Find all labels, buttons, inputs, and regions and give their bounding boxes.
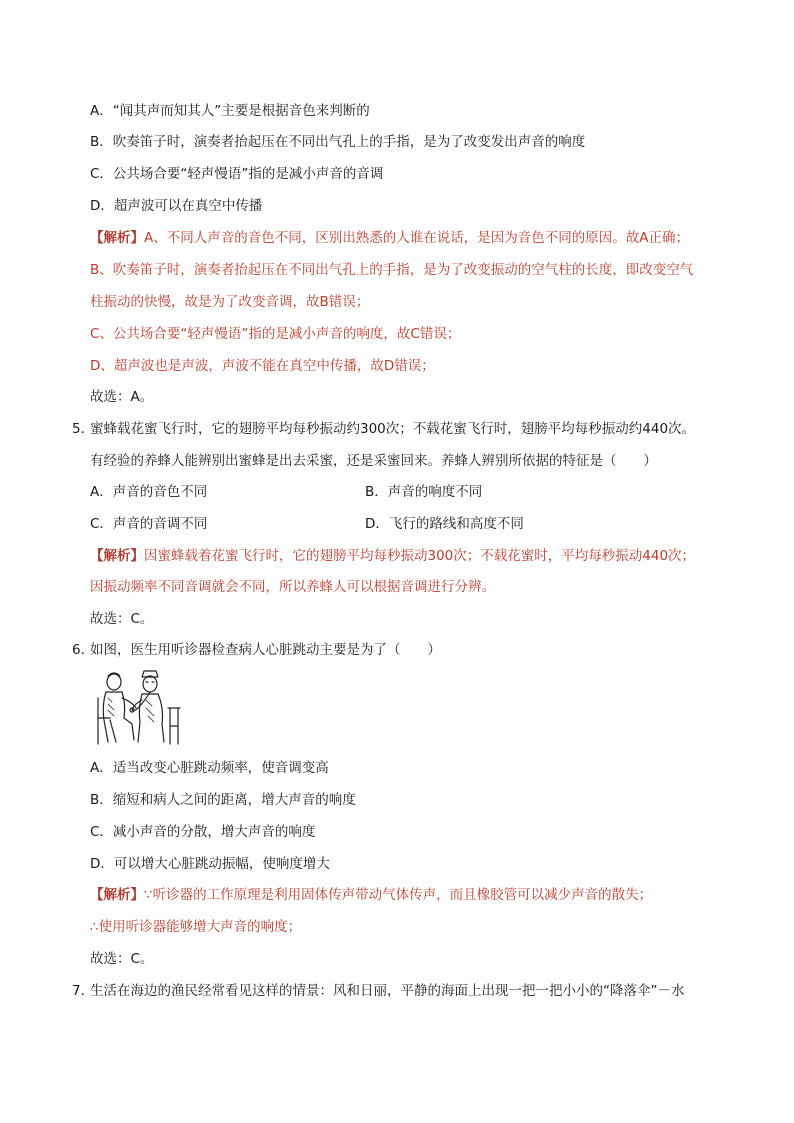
q5-option-d: D．飞行的路线和高度不同: [365, 516, 524, 532]
q5-analysis-line-1: [90, 546, 695, 566]
q4-option-d: D．超声波可以在真空中传播: [90, 198, 263, 214]
q6-analysis-line-1: [90, 885, 652, 905]
q6-stem: 如图，医生用听诊器检查病人心脏跳动主要是为了（ ）: [90, 642, 441, 658]
q5-number: 5．: [72, 421, 95, 437]
q5-option-c: C．声音的音调不同: [90, 516, 208, 532]
q6-answer: 故选：C。: [90, 951, 154, 967]
q7-stem: 生活在海边的渔民经常看见这样的情景：风和日丽，平静的海面上出现一把一把小小的“降落伞”－水: [90, 983, 685, 999]
q5-stem-line-1: 蜜蜂载花蜜飞行时，它的翅膀平均每秒振动约300次；不载花蜜飞行时，翅膀平均每秒振动约440次。: [90, 421, 696, 437]
q4-analysis-line-2: B、吹奏笛子时，演奏者抬起压在不同出气孔上的手指，是为了改变振动的空气柱的长度，即改变空气: [90, 262, 694, 278]
q4-option-a: A．“闻其声而知其人”主要是根据音色来判断的: [90, 103, 370, 119]
q5-stem-line-2: 有经验的养蜂人能辨别出蜜蜂是出去采蜜，还是采蜜回来。养蜂人辨别所依据的特征是（ ）: [90, 453, 657, 469]
q4-option-c: C．公共场合要“轻声慢语”指的是减小声音的音调: [90, 166, 384, 182]
analysis-tag: 【解析】: [90, 887, 144, 903]
analysis-tag: 【解析】: [90, 230, 144, 246]
q4-analysis-text-1: A、不同人声音的音色不同，区别出熟悉的人谁在说话，是因为音色不同的原因。故A正确；: [144, 230, 689, 246]
q5-analysis-line-2: 因振动频率不同音调就会不同，所以养蜂人可以根据音调进行分辨。: [90, 579, 495, 595]
q4-answer: 故选：A。: [90, 389, 154, 405]
q5-answer: 故选：C。: [90, 611, 154, 627]
q6-number: 6．: [72, 642, 95, 658]
q4-analysis-line-1: [90, 228, 689, 248]
analysis-tag: 【解析】: [90, 548, 144, 564]
q5-option-b: B．声音的响度不同: [365, 484, 483, 500]
q6-option-a: A．适当改变心脏跳动频率，使音调变高: [90, 760, 329, 776]
stethoscope-illustration: [92, 668, 184, 746]
q6-analysis-line-2: ∴使用听诊器能够增大声音的响度；: [90, 919, 302, 935]
q5-option-a: A．声音的音色不同: [90, 484, 208, 500]
q6-analysis-text-1: ∵听诊器的工作原理是利用固体传声带动气体传声，而且橡胶管可以减少声音的散失；: [144, 887, 653, 903]
q6-option-c: C．减小声音的分散，增大声音的响度: [90, 824, 316, 840]
q4-analysis-line-4: C、公共场合要“轻声慢语”指的是减小声音的响度，故C错误；: [90, 326, 461, 342]
q6-option-d: D．可以增大心脏跳动振幅，使响度增大: [90, 856, 330, 872]
q4-option-b: B．吹奏笛子时，演奏者抬起压在不同出气孔上的手指，是为了改变发出声音的响度: [90, 134, 586, 150]
q7-number: 7．: [72, 983, 95, 999]
q4-analysis-line-5: D、超声波也是声波，声波不能在真空中传播，故D错误；: [90, 358, 435, 374]
q4-analysis-line-3: 柱振动的快慢，故是为了改变音调，故B错误；: [90, 294, 370, 310]
q5-analysis-text-1: 因蜜蜂载着花蜜飞行时，它的翅膀平均每秒振动300次；不载花蜜时，平均每秒振动440次；: [144, 548, 696, 564]
q6-option-b: B．缩短和病人之间的距离，增大声音的响度: [90, 792, 356, 808]
